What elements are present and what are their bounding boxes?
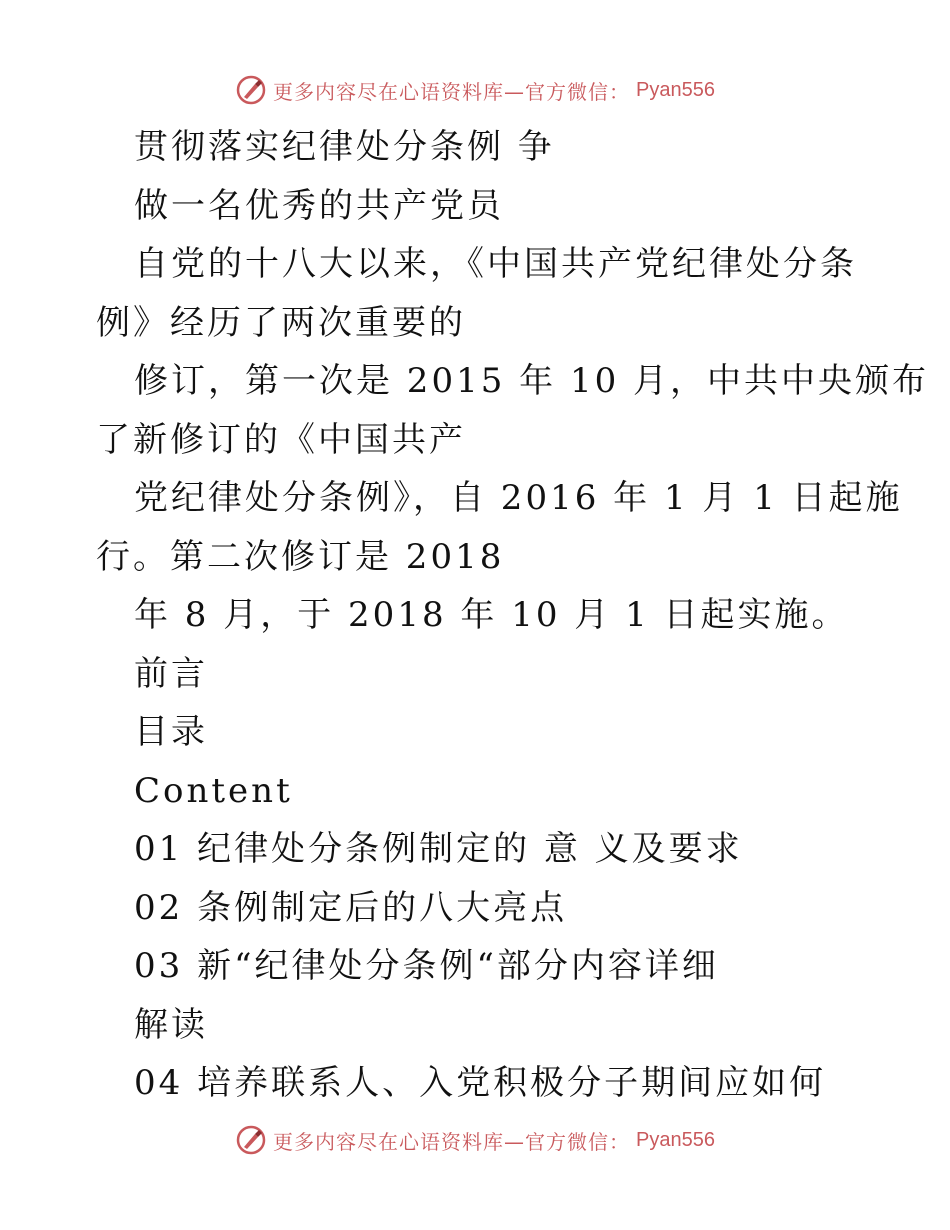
text-line: 贯彻落实纪律处分条例 争	[134, 127, 555, 167]
text-line: 党纪律处分条例》，自 2016 年 1 月 1 日起施	[134, 478, 903, 518]
watermark-text: 更多内容尽在心语资料库—官方微信：	[273, 79, 631, 104]
text-line: 04 培养联系人、入党积极分子期间应如何	[134, 1063, 827, 1103]
pen-logo-icon	[235, 74, 267, 106]
watermark-footer	[0, 1120, 950, 1160]
text-line: 目录	[134, 712, 208, 752]
text-line: 例》经历了两次重要的	[96, 302, 466, 343]
text-line: 前言	[134, 653, 208, 694]
watermark-handle: Pyan556	[636, 1128, 715, 1151]
text-line: 03 新“纪律处分条例“部分内容详细	[134, 946, 719, 986]
text-line: 做一名优秀的共产党员	[134, 185, 504, 226]
text-line: 年 8 月，于 2018 年 10 月 1 日起实施。	[134, 595, 849, 635]
text-line: 02 条例制定后的八大亮点	[134, 887, 568, 928]
text-line: Content	[134, 770, 293, 811]
text-line: 行。第二次修订是 2018	[96, 536, 505, 577]
text-line: 了新修订的《中国共产	[96, 419, 466, 460]
watermark-header	[0, 70, 950, 110]
document-body	[96, 118, 930, 1113]
text-line: 解读	[134, 1004, 208, 1045]
pen-logo-icon	[235, 1124, 267, 1156]
text-line: 修订，第一次是 2015 年 10 月，中共中央颁布	[134, 361, 930, 401]
watermark-handle: Pyan556	[636, 78, 715, 101]
text-line: 01 纪律处分条例制定的 意 义及要求	[134, 829, 743, 869]
watermark-text: 更多内容尽在心语资料库—官方微信：	[273, 1129, 631, 1154]
text-line: 自党的十八大以来，《中国共产党纪律处分条	[134, 244, 857, 284]
